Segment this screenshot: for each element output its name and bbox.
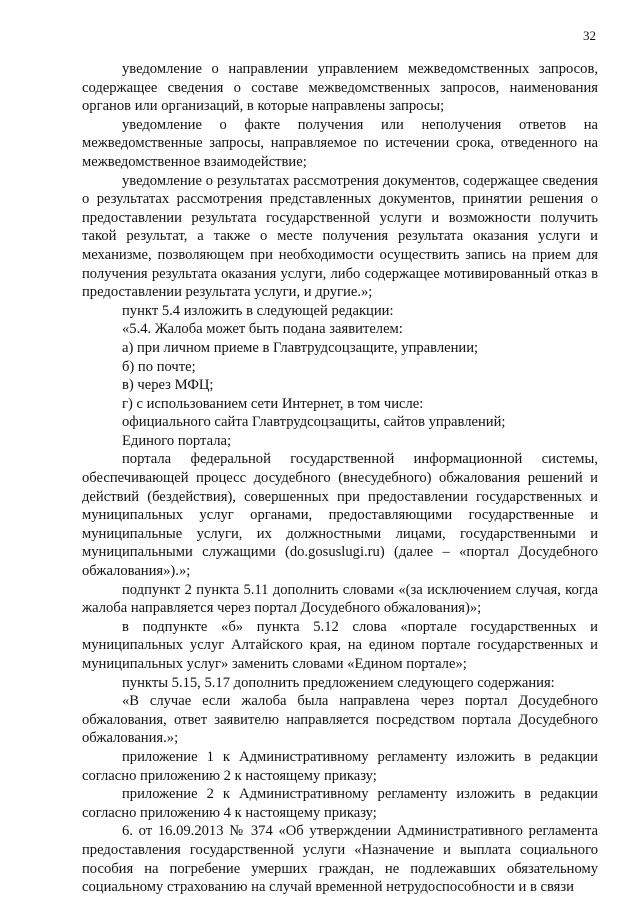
paragraph: официального сайта Главтрудсоцзащиты, сайтов управлений; [122, 414, 506, 431]
paragraph: уведомление о факте получения или неполучения ответов на межведомственные запросы, направляемое по истечении срока, отведенного на межведомственное взаимодействие; [82, 116, 598, 170]
paragraph: «5.4. Жалоба может быть подана заявителем: [122, 321, 403, 338]
document-body [82, 60, 598, 897]
paragraph: приложение 1 к Административному регламенту изложить в редакции согласно приложению 2 к настоящему приказу; [82, 748, 598, 784]
paragraph: пункт 5.4 изложить в следующей редакции: [122, 302, 394, 319]
paragraph: приложение 2 к Административному регламенту изложить в редакции согласно приложению 4 к настоящему приказу; [82, 786, 598, 821]
list-item: г) с использованием сети Интернет, в том числе: [122, 395, 424, 412]
paragraph: уведомление о направлении управлением межведомственных запросов, содержащее сведения о составе межведомственных запросов, наименования органов или организаций, в которые направлены запросы; [82, 61, 598, 115]
paragraph: «В случае если жалоба была направлена через портал Досудебного обжалования, ответ заявителю направляется посредством портала Досудебного обжалования.»; [82, 693, 598, 747]
paragraph: 6. от 16.09.2013 № 374 «Об утверждении Административного регламента предоставления государственной услуги «Назначение и выплата социального пособия на погребение умерших граждан, не подлежавших обязательному социальному страхованию на случай временной нетрудоспособности и в связи [82, 823, 598, 896]
list-item: б) по почте; [122, 358, 196, 375]
paragraph: Единого портала; [122, 432, 232, 449]
list-item: в) через МФЦ; [122, 377, 214, 394]
paragraph: подпункт 2 пункта 5.11 дополнить словами «(за исключением случая, когда жалоба направляется через портал Досудебного обжалования)»; [82, 581, 598, 617]
paragraph: портала федеральной государственной информационной системы, обеспечивающей процесс досудебного (внесудебного) обжалования решений и действий (бездействия), совершенных при предоставлении государственных и муниципальных услуг органами, предоставляющими государственные и муниципальные услуги, их должностными лицами, государственными и муниципальными служащими (do.gosuslugi.ru) (далее – «портал Досудебного обжалования»).»; [82, 451, 598, 580]
paragraph: уведомление о результатах рассмотрения документов, содержащее сведения о результатах рассмотрения представленных документов, принятии решения о предоставлении результата государственной услуги и возможности получить такой результат, а также о месте получения результата оказания услуги и механизме, позволяющем при необходимости осуществить запись на прием для получения результата оказания услуги, либо содержащее мотивированный отказ в предоставлении результата услуги, и другие.»; [82, 172, 598, 301]
list-item: а) при личном приеме в Главтрудсоцзащите, управлении; [122, 339, 479, 356]
paragraph: пункты 5.15, 5.17 дополнить предложением следующего содержания: [122, 674, 555, 691]
paragraph: в подпункте «б» пункта 5.12 слова «портале государственных и муниципальных услуг Алтайского края, на едином портале государственных и муниципальных услуг» заменить словами «Едином портале»; [82, 618, 598, 672]
page-number: 32 [583, 28, 596, 43]
